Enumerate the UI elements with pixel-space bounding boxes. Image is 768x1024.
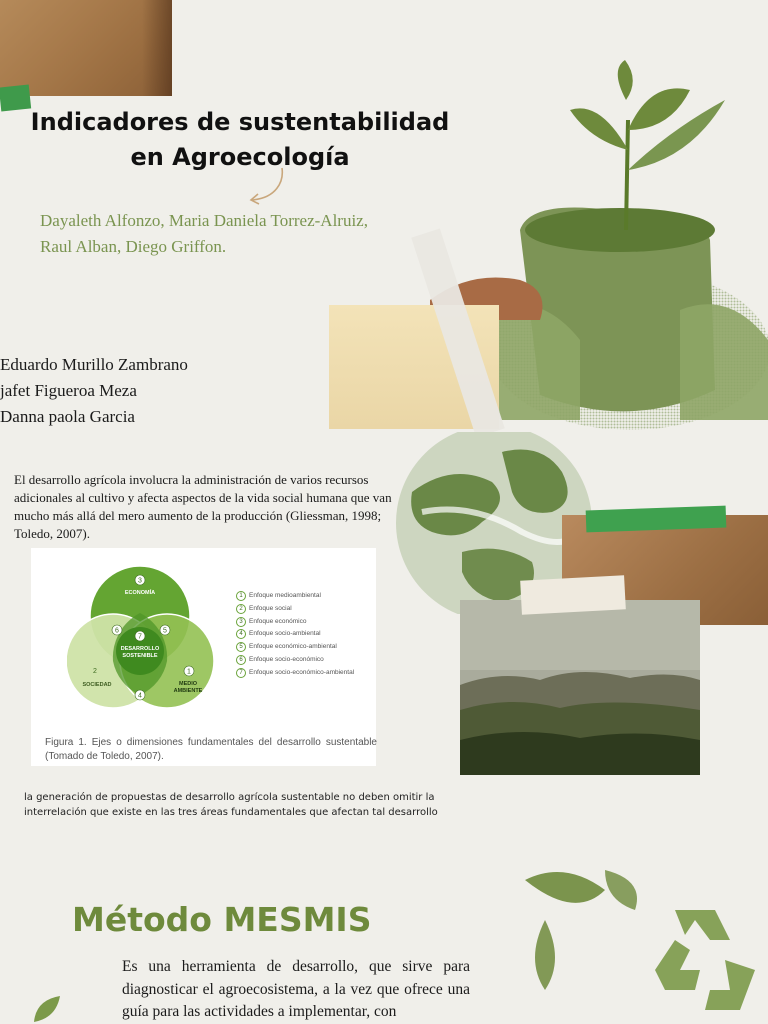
legend-text: Enfoque económico-ambiental <box>249 643 337 651</box>
recycle-leaves-illustration <box>505 860 768 1024</box>
legend-text: Enfoque socio-ambiental <box>249 630 321 638</box>
figure-caption: Figura 1. Ejes o dimensiones fundamentales del desarrollo sustentable (Tomado de Toledo, 2007). <box>45 737 377 762</box>
legend-item <box>236 654 354 667</box>
team-member: Eduardo Murillo Zambrano <box>0 355 188 374</box>
title-line-2: en Agroecología <box>130 143 350 171</box>
venn-label-sustainable-2: SOSTENIBLE <box>122 653 158 659</box>
venn-legend <box>236 590 354 680</box>
paper-authors: Dayaleth Alfonzo, Maria Daniela Torrez-Alruiz, Raul Alban, Diego Griffon. <box>40 211 368 256</box>
venn-diagram <box>67 558 217 718</box>
tape-decoration <box>520 575 626 614</box>
legend-num: 2 <box>236 604 246 614</box>
venn-figure <box>31 548 376 766</box>
venn-num-5: 5 <box>163 627 167 635</box>
intro-paragraph: El desarrollo agrícola involucra la administración de varios recursos adicionales al cultivo y afecta aspectos de la vida social humana que van mucho más allá del mero aumento de la producción (Gliessman, 1998; Toledo, 2007). <box>14 472 392 541</box>
legend-item <box>236 603 354 616</box>
venn-label-society: SOCIEDAD <box>82 682 112 688</box>
section-title: Método MESMIS <box>72 900 372 939</box>
kraft-paper-decoration <box>0 0 172 96</box>
legend-item <box>236 616 354 629</box>
curved-arrow-icon <box>244 164 292 212</box>
legend-num: 3 <box>236 617 246 627</box>
legend-item <box>236 641 354 654</box>
legend-num: 6 <box>236 655 246 665</box>
venn-num-left: 2 <box>93 668 97 675</box>
mountain-landscape-photo <box>460 600 700 775</box>
legend-text: Enfoque socio-económico <box>249 655 324 663</box>
team-member: Danna paola Garcia <box>0 407 135 426</box>
team-members <box>0 352 188 430</box>
method-paragraph: Es una herramienta de desarrollo, que sirve para diagnosticar el agroecosistema, a la vez que ofrece una guía para las actividades a implementar, con <box>122 958 470 1020</box>
venn-label-environment-1: MEDIO <box>178 681 198 687</box>
venn-num-center: 7 <box>138 633 142 641</box>
title-line-1: Indicadores de sustentabilidad <box>30 108 450 136</box>
legend-text: Enfoque socio-económico-ambiental <box>249 668 355 676</box>
leaf-icon <box>30 992 66 1024</box>
venn-num-6: 6 <box>115 627 119 635</box>
legend-num: 7 <box>236 668 246 678</box>
venn-num-4: 4 <box>138 692 142 700</box>
venn-num-top: 3 <box>138 577 142 585</box>
legend-text: Enfoque medioambiental <box>249 592 321 599</box>
legend-num: 5 <box>236 642 246 652</box>
team-member: jafet Figueroa Meza <box>0 381 137 400</box>
document-title <box>20 105 460 175</box>
venn-num-right: 1 <box>187 668 191 676</box>
legend-num: 1 <box>236 591 246 601</box>
legend-item <box>236 667 354 680</box>
legend-item <box>236 628 354 641</box>
legend-text: Enfoque social <box>249 604 292 612</box>
legend-num: 4 <box>236 629 246 639</box>
note-paragraph: la generación de propuestas de desarrollo agrícola sustentable no deben omitir la interrelación que existe en las tres áreas fundamentales que afectan tal desarrollo <box>24 792 438 818</box>
venn-label-sustainable-1: DESARROLLO <box>120 646 160 652</box>
legend-text: Enfoque económico <box>249 617 307 625</box>
venn-label-economy: ECONOMÍA <box>124 590 156 596</box>
venn-label-environment-2: AMBIENTE <box>173 688 203 694</box>
legend-item <box>236 590 354 603</box>
